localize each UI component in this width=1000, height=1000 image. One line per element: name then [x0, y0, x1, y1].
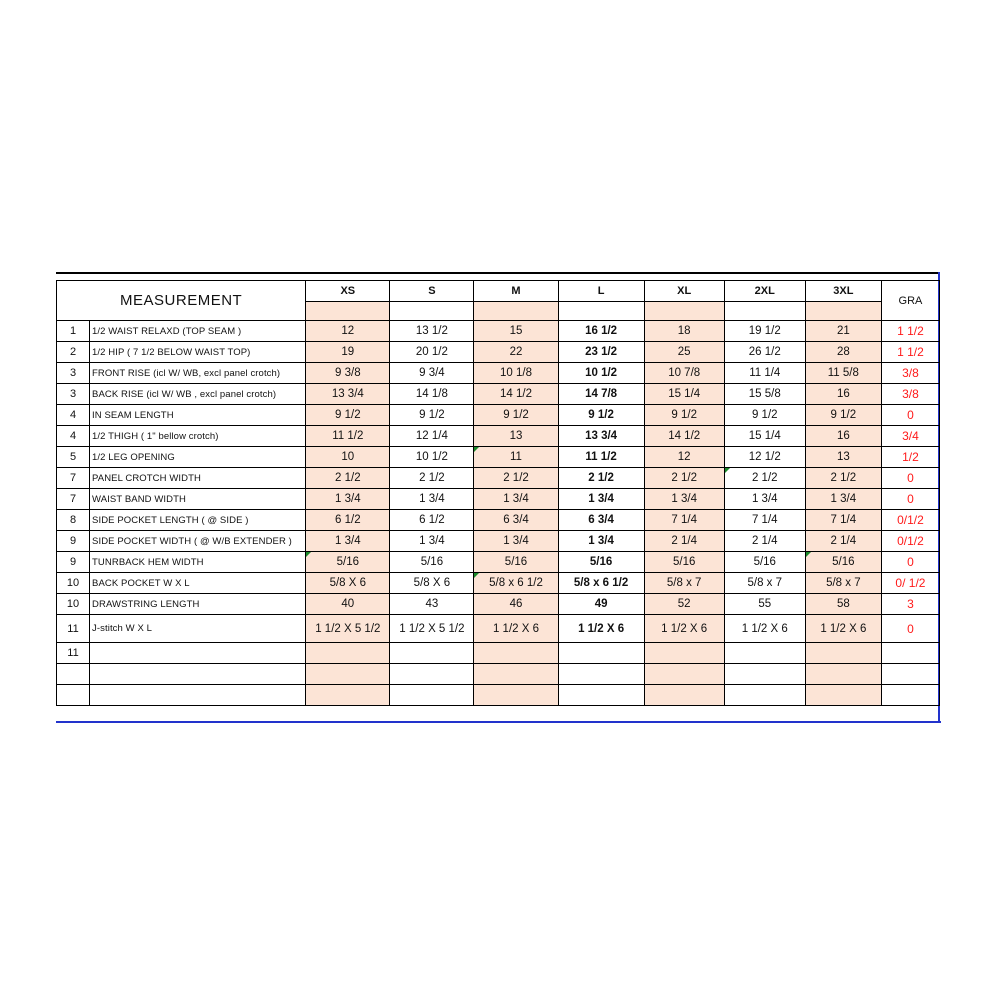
size-value-s: 9 1/2 — [390, 405, 474, 426]
size-value-s — [390, 685, 474, 706]
size-value-3xl: 1 3/4 — [805, 489, 881, 510]
size-value-3xl: 13 — [805, 447, 881, 468]
table-row — [57, 363, 940, 384]
size-value-l — [558, 685, 644, 706]
table-row — [57, 321, 940, 342]
size-value-s: 9 3/4 — [390, 363, 474, 384]
size-header-2xl: 2XL — [724, 281, 805, 302]
row-number: 8 — [57, 510, 90, 531]
size-value-l: 9 1/2 — [558, 405, 644, 426]
size-value-s: 43 — [390, 594, 474, 615]
size-value-xl — [644, 664, 724, 685]
row-number: 7 — [57, 468, 90, 489]
table-body — [57, 281, 940, 706]
size-value-2xl: 1 1/2 X 6 — [724, 615, 805, 643]
table-row — [57, 552, 940, 573]
row-number: 3 — [57, 384, 90, 405]
size-value-xl: 10 7/8 — [644, 363, 724, 384]
size-value-s: 6 1/2 — [390, 510, 474, 531]
size-value-xs: 19 — [306, 342, 390, 363]
size-value-s: 10 1/2 — [390, 447, 474, 468]
size-value-l: 5/8 x 6 1/2 — [558, 573, 644, 594]
size-value-3xl: 7 1/4 — [805, 510, 881, 531]
size-value-xs: 1 1/2 X 5 1/2 — [306, 615, 390, 643]
size-value-xl: 5/16 — [644, 552, 724, 573]
measurement-name: 1/2 HIP ( 7 1/2 BELOW WAIST TOP) — [90, 342, 306, 363]
size-value-2xl: 9 1/2 — [724, 405, 805, 426]
row-number: 11 — [57, 615, 90, 643]
size-value-xs: 9 3/8 — [306, 363, 390, 384]
size-value-xl — [644, 643, 724, 664]
measurement-name: 1/2 THIGH ( 1" bellow crotch) — [90, 426, 306, 447]
grade-value: 1 1/2 — [881, 342, 939, 363]
size-value-l: 16 1/2 — [558, 321, 644, 342]
top-border-line — [56, 272, 939, 274]
measurement-name: SIDE POCKET WIDTH ( @ W/B EXTENDER ) — [90, 531, 306, 552]
size-value-xl: 9 1/2 — [644, 405, 724, 426]
size-header-xl: XL — [644, 281, 724, 302]
size-value-s — [390, 664, 474, 685]
grade-value: 0/1/2 — [881, 531, 939, 552]
size-value-m: 15 — [474, 321, 558, 342]
size-value-m: 6 3/4 — [474, 510, 558, 531]
row-number: 1 — [57, 321, 90, 342]
table-row — [57, 426, 940, 447]
size-header-l: L — [558, 281, 644, 302]
size-header-3xl: 3XL — [805, 281, 881, 302]
table-row — [57, 531, 940, 552]
table-row — [57, 615, 940, 643]
size-value-m — [474, 643, 558, 664]
size-value-xl: 5/8 x 7 — [644, 573, 724, 594]
size-value-3xl: 1 1/2 X 6 — [805, 615, 881, 643]
table-row — [57, 384, 940, 405]
size-value-xl: 7 1/4 — [644, 510, 724, 531]
bottom-border-line — [56, 721, 941, 723]
header-sub-cell — [474, 302, 558, 321]
size-value-2xl: 55 — [724, 594, 805, 615]
size-value-l: 14 7/8 — [558, 384, 644, 405]
size-value-xs — [306, 664, 390, 685]
measurement-name: TUNRBACK HEM WIDTH — [90, 552, 306, 573]
size-value-l — [558, 664, 644, 685]
size-value-xs: 40 — [306, 594, 390, 615]
table-row — [57, 685, 940, 706]
size-value-3xl — [805, 643, 881, 664]
size-value-xs: 5/8 X 6 — [306, 573, 390, 594]
size-value-xs — [306, 643, 390, 664]
size-value-m: 46 — [474, 594, 558, 615]
grade-value: 0 — [881, 552, 939, 573]
size-value-s: 5/8 X 6 — [390, 573, 474, 594]
row-number: 10 — [57, 573, 90, 594]
size-value-m: 13 — [474, 426, 558, 447]
row-number: 10 — [57, 594, 90, 615]
spec-sheet — [56, 272, 941, 724]
grade-value: 3/4 — [881, 426, 939, 447]
size-value-s: 14 1/8 — [390, 384, 474, 405]
size-value-xs: 10 — [306, 447, 390, 468]
header-row — [57, 281, 940, 302]
table-row — [57, 489, 940, 510]
measurement-name: 1/2 LEG OPENING — [90, 447, 306, 468]
size-value-s: 13 1/2 — [390, 321, 474, 342]
size-value-l: 23 1/2 — [558, 342, 644, 363]
size-value-m: 5/16 — [474, 552, 558, 573]
size-value-3xl: 16 — [805, 426, 881, 447]
size-value-3xl: 9 1/2 — [805, 405, 881, 426]
table-row — [57, 342, 940, 363]
size-value-3xl: 5/8 x 7 — [805, 573, 881, 594]
size-value-2xl: 2 1/2 — [724, 468, 805, 489]
size-value-s — [390, 643, 474, 664]
size-value-xl: 1 3/4 — [644, 489, 724, 510]
size-value-s: 5/16 — [390, 552, 474, 573]
size-value-s: 1 1/2 X 5 1/2 — [390, 615, 474, 643]
size-value-xl: 25 — [644, 342, 724, 363]
row-number — [57, 685, 90, 706]
size-value-xl: 2 1/4 — [644, 531, 724, 552]
size-value-xs: 13 3/4 — [306, 384, 390, 405]
size-value-l: 1 1/2 X 6 — [558, 615, 644, 643]
grade-value — [881, 664, 939, 685]
measurement-name: BACK POCKET W X L — [90, 573, 306, 594]
size-value-l — [558, 643, 644, 664]
size-value-2xl: 5/8 x 7 — [724, 573, 805, 594]
size-value-2xl: 15 5/8 — [724, 384, 805, 405]
size-value-2xl: 12 1/2 — [724, 447, 805, 468]
size-value-xl: 1 1/2 X 6 — [644, 615, 724, 643]
grade-value: 1 1/2 — [881, 321, 939, 342]
size-value-2xl — [724, 643, 805, 664]
measurement-name: BACK RISE (icl W/ WB , excl panel crotch) — [90, 384, 306, 405]
measurement-name: PANEL CROTCH WIDTH — [90, 468, 306, 489]
size-value-2xl — [724, 664, 805, 685]
size-value-l: 10 1/2 — [558, 363, 644, 384]
header-sub-cell — [724, 302, 805, 321]
size-value-2xl: 2 1/4 — [724, 531, 805, 552]
measurement-name — [90, 643, 306, 664]
table-row — [57, 643, 940, 664]
grade-value: 0 — [881, 405, 939, 426]
size-value-xl: 52 — [644, 594, 724, 615]
header-sub-cell — [644, 302, 724, 321]
size-value-3xl: 16 — [805, 384, 881, 405]
grade-value: 0 — [881, 489, 939, 510]
size-value-xs: 12 — [306, 321, 390, 342]
table-row — [57, 468, 940, 489]
size-value-xs: 1 3/4 — [306, 489, 390, 510]
size-value-3xl: 2 1/2 — [805, 468, 881, 489]
grade-value — [881, 685, 939, 706]
size-value-l: 5/16 — [558, 552, 644, 573]
measurement-name: IN SEAM LENGTH — [90, 405, 306, 426]
size-value-2xl: 11 1/4 — [724, 363, 805, 384]
size-value-m — [474, 685, 558, 706]
size-value-m: 11 — [474, 447, 558, 468]
measurement-name: J-stitch W X L — [90, 615, 306, 643]
size-header-xs: XS — [306, 281, 390, 302]
size-value-m: 2 1/2 — [474, 468, 558, 489]
row-number: 11 — [57, 643, 90, 664]
size-value-3xl — [805, 664, 881, 685]
grade-value: 0/1/2 — [881, 510, 939, 531]
size-value-s: 20 1/2 — [390, 342, 474, 363]
size-value-l: 13 3/4 — [558, 426, 644, 447]
size-value-2xl: 5/16 — [724, 552, 805, 573]
row-number: 2 — [57, 342, 90, 363]
size-value-s: 1 3/4 — [390, 489, 474, 510]
row-number: 9 — [57, 552, 90, 573]
size-value-m — [474, 664, 558, 685]
row-number: 9 — [57, 531, 90, 552]
size-value-3xl: 2 1/4 — [805, 531, 881, 552]
measurement-name — [90, 685, 306, 706]
size-value-m: 9 1/2 — [474, 405, 558, 426]
row-number: 5 — [57, 447, 90, 468]
row-number: 4 — [57, 426, 90, 447]
size-value-xl — [644, 685, 724, 706]
grade-header: GRA — [881, 281, 939, 321]
measurement-name: WAIST BAND WIDTH — [90, 489, 306, 510]
measurement-name — [90, 664, 306, 685]
grade-value: 0 — [881, 615, 939, 643]
size-value-2xl: 7 1/4 — [724, 510, 805, 531]
size-value-m: 1 3/4 — [474, 489, 558, 510]
size-value-s: 1 3/4 — [390, 531, 474, 552]
grade-value — [881, 643, 939, 664]
size-value-s: 12 1/4 — [390, 426, 474, 447]
table-row — [57, 594, 940, 615]
grade-value: 0/ 1/2 — [881, 573, 939, 594]
size-value-3xl: 5/16 — [805, 552, 881, 573]
size-value-l: 6 3/4 — [558, 510, 644, 531]
size-value-l: 49 — [558, 594, 644, 615]
header-sub-cell — [306, 302, 390, 321]
size-value-m: 22 — [474, 342, 558, 363]
size-value-xs: 9 1/2 — [306, 405, 390, 426]
size-value-l: 1 3/4 — [558, 489, 644, 510]
grade-value: 3/8 — [881, 384, 939, 405]
table-row — [57, 447, 940, 468]
header-sub-cell — [558, 302, 644, 321]
size-value-3xl: 28 — [805, 342, 881, 363]
grade-value: 3 — [881, 594, 939, 615]
size-value-xs: 1 3/4 — [306, 531, 390, 552]
size-value-xs: 2 1/2 — [306, 468, 390, 489]
size-value-xl: 12 — [644, 447, 724, 468]
size-header-m: M — [474, 281, 558, 302]
size-value-l: 1 3/4 — [558, 531, 644, 552]
header-sub-cell — [805, 302, 881, 321]
size-value-l: 11 1/2 — [558, 447, 644, 468]
size-value-m: 14 1/2 — [474, 384, 558, 405]
size-value-3xl: 11 5/8 — [805, 363, 881, 384]
size-value-xs: 6 1/2 — [306, 510, 390, 531]
size-value-m: 10 1/8 — [474, 363, 558, 384]
size-value-3xl — [805, 685, 881, 706]
grade-value: 0 — [881, 468, 939, 489]
grade-value: 1/2 — [881, 447, 939, 468]
size-value-m: 1 3/4 — [474, 531, 558, 552]
measurement-name: FRONT RISE (icl W/ WB, excl panel crotch) — [90, 363, 306, 384]
measurement-name: SIDE POCKET LENGTH ( @ SIDE ) — [90, 510, 306, 531]
table-row — [57, 510, 940, 531]
size-value-xl: 2 1/2 — [644, 468, 724, 489]
size-value-xs: 11 1/2 — [306, 426, 390, 447]
size-value-xl: 14 1/2 — [644, 426, 724, 447]
size-value-xs — [306, 685, 390, 706]
size-value-2xl: 26 1/2 — [724, 342, 805, 363]
header-sub-cell — [390, 302, 474, 321]
measurement-title: MEASUREMENT — [57, 281, 306, 321]
size-value-2xl: 19 1/2 — [724, 321, 805, 342]
row-number — [57, 664, 90, 685]
row-number: 4 — [57, 405, 90, 426]
size-value-l: 2 1/2 — [558, 468, 644, 489]
size-value-3xl: 21 — [805, 321, 881, 342]
measurement-name: DRAWSTRING LENGTH — [90, 594, 306, 615]
size-value-xs: 5/16 — [306, 552, 390, 573]
size-value-2xl: 1 3/4 — [724, 489, 805, 510]
table-row — [57, 405, 940, 426]
size-value-s: 2 1/2 — [390, 468, 474, 489]
size-value-2xl: 15 1/4 — [724, 426, 805, 447]
size-value-3xl: 58 — [805, 594, 881, 615]
row-number: 3 — [57, 363, 90, 384]
size-value-m: 5/8 x 6 1/2 — [474, 573, 558, 594]
size-header-s: S — [390, 281, 474, 302]
size-value-xl: 15 1/4 — [644, 384, 724, 405]
table-row — [57, 664, 940, 685]
row-number: 7 — [57, 489, 90, 510]
size-value-m: 1 1/2 X 6 — [474, 615, 558, 643]
measurement-name: 1/2 WAIST RELAXD (TOP SEAM ) — [90, 321, 306, 342]
size-value-xl: 18 — [644, 321, 724, 342]
table-row — [57, 573, 940, 594]
grade-value: 3/8 — [881, 363, 939, 384]
size-value-2xl — [724, 685, 805, 706]
measurement-table — [56, 280, 940, 706]
